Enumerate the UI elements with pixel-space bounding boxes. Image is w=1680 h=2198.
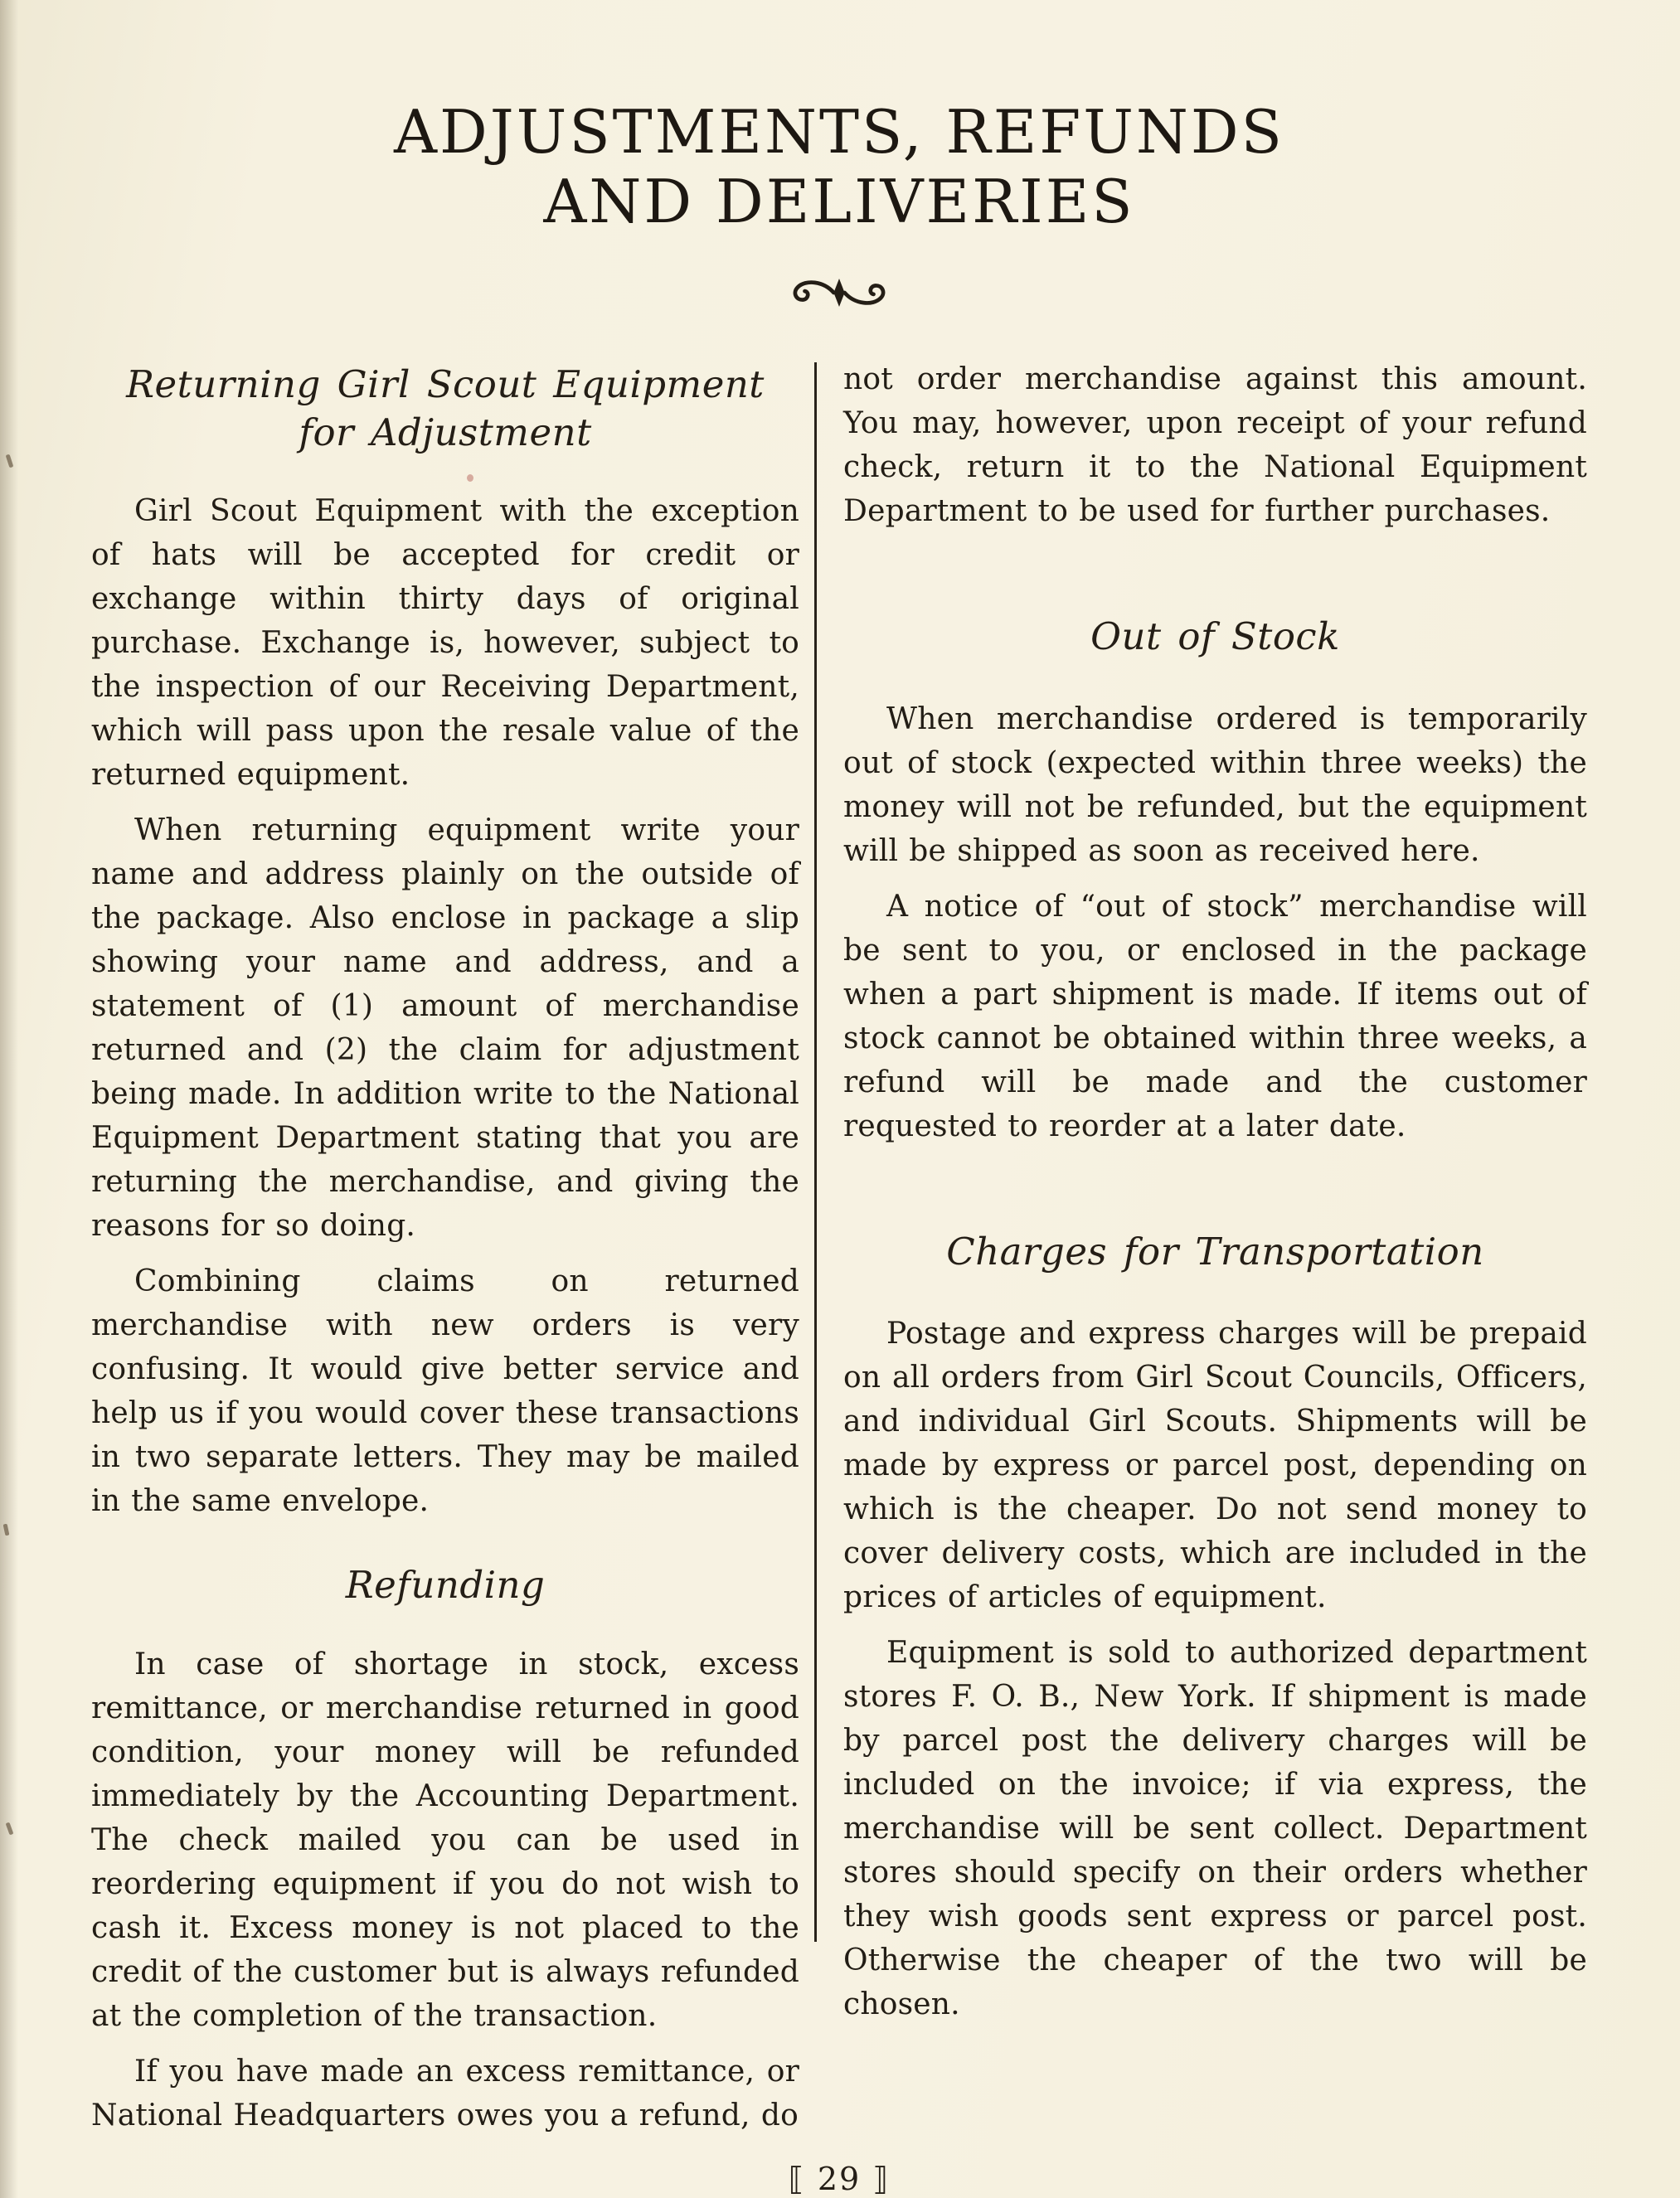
body-paragraph: Equipment is sold to authorized department stores F. O. B., New York. If shipment is made by parcel post the delivery charges will be included on the invoice; if via express, the merchandise will be sent collect. Department stores should specify on their orders whether they wish goods sent express or parcel post. Otherwise the cheaper of the two will be chosen. <box>843 1636 1587 2022</box>
body-paragraph: Postage and express charges will be prepaid on all orders from Girl Scout Councils, Officers, and individual Girl Scouts. Shipments will be made by express or parcel post, depending on which is the cheaper. Do not send money to cover delivery costs, which are included in the prices of articles of equipment. <box>843 1317 1587 1615</box>
body-paragraph: not order merchandise against this amount. You may, however, upon receipt of your refund check, return it to the National Equipment Department to be used for further purchases. <box>843 362 1587 529</box>
page-title-line1: ADJUSTMENTS, REFUNDS <box>394 97 1284 167</box>
section-heading: Returning Girl Scout Equipment for Adjustment <box>126 362 765 454</box>
body-paragraph: If you have made an excess remittance, or National Headquarters owes you a refund, do <box>91 2054 799 2132</box>
section-heading: Refunding <box>345 1563 546 1608</box>
section-heading: Out of Stock <box>1090 614 1340 659</box>
body-paragraph: When merchandise ordered is temporarily out of stock (expected within three weeks) the money will not be refunded, but the equipment will be shipped as soon as received here. <box>843 701 1587 868</box>
body-paragraph: In case of shortage in stock, excess remittance, or merchandise returned in good condition, your money will be refunded immediately by the Accounting Department. The check mailed you can be used in reordering equipment if you do not wish to cash it. Excess money is not placed to the credit of the customer but is always refunded at the completion of the transaction. <box>91 1647 799 2033</box>
scroll-diamond-fleuron-icon <box>784 273 894 313</box>
page-title-line2: AND DELIVERIES <box>543 166 1135 236</box>
right-column <box>817 357 1587 2038</box>
section-heading: Charges for Transportation <box>946 1229 1484 1274</box>
page-number: ⟦ 29 ⟧ <box>788 2160 891 2197</box>
title-ornament <box>91 273 1587 316</box>
two-column-text <box>91 357 1587 2149</box>
body-paragraph: Combining claims on returned merchandise with new orders is very confusing. It would give better service and help us if you would cover these transactions in two separate letters. They may be mailed in the same envelope. <box>91 1264 799 1519</box>
left-column <box>91 357 814 2149</box>
body-paragraph: A notice of “out of stock” merchandise will be sent to you, or enclosed in the package when a part shipment is made. If items out of stock cannot be obtained within three weeks, a refund will be made and the customer requested to reorder at a later date. <box>843 889 1587 1143</box>
body-paragraph: Girl Scout Equipment with the exception of hats will be accepted for credit or exchange within thirty days of original purchase. Exchange is, however, subject to the inspection of our Receiving Department, which will pass upon the resale value of the returned equipment. <box>91 494 799 793</box>
body-paragraph: When returning equipment write your name and address plainly on the outside of the package. Also enclose in package a slip showing your name and address, and a statement of (1) amount of merchandise returned and (2) the claim for adjustment being made. In addition write to the National Equipment Department stating that you are returning the merchandise, and giving the reasons for so doing. <box>91 813 799 1244</box>
page-title <box>91 98 1587 236</box>
